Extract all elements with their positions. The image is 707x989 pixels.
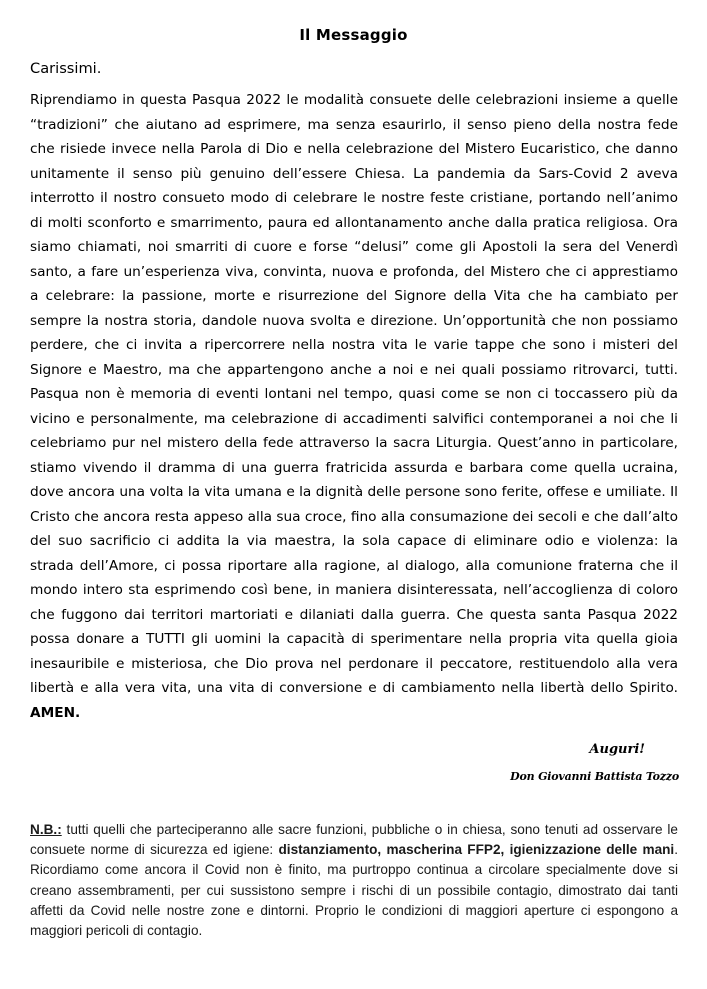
note-text-1: tutti quelli che parteciperanno alle sacre funzioni, pubbliche o in chiesa, sono tenuti ad osservare le consuete norme di sicurezza ed igiene: [30, 822, 678, 858]
message-body [30, 88, 678, 725]
amen-text: AMEN. [30, 704, 81, 721]
note-text-2: . Ricordiamo come ancora il Covid non è finito, ma purtroppo continua a circolare specialmente dove si creano assembramenti, per cui sussistono sempre i rischi di un possibile contagio, dimostrato dai tanti affetti da Covid nelle nostre zone e dintorni. Proprio le condizioni di maggiori aperture ci espongono a maggiori pericoli di contagio. [30, 842, 678, 939]
note-emphasis: distanziamento, mascherina FFP2, igienizzazione delle mani [278, 842, 675, 858]
page-title: Il Messaggio [299, 26, 408, 44]
note-block [30, 820, 678, 941]
message-text: Riprendiamo in questa Pasqua 2022 le modalità consuete delle celebrazioni insieme a quelle “tradizioni” che aiutano ad esprimere, ma senza esaurirlo, il senso pieno della nostra fede che risiede invece nella Parola di Dio e nella celebrazione del Mistero Eucaristico, che danno unitamente il senso più genuino dell’essere Chiesa. La pandemia da Sars-Covid 2 aveva interrotto il nostro consueto modo di celebrare le nostre feste cristiane, portando nell’animo di molti sconforto e smarrimento, paura ed allontanamento anche dalla pratica religiosa. Ora siamo chiamati, noi smarriti di cuore e forse “delusi” come gli Apostoli la sera del Venerdì santo, a fare un’esperienza viva, convinta, nuova e profonda, del Mistero che ci apprestiamo a celebrare: la passione, morte e risurrezione del Signore della Vita che ha cambiato per sempre la nostra storia, dandole nuova svolta e direzione. Un’opportunità che non possiamo perdere, che ci invita a ripercorrere nella nostra vita le varie tappe che sono i misteri del Signore e Maestro, ma che appartengono anche a noi e nei quali possiamo ritrovarci, tutti. Pasqua non è memoria di eventi lontani nel tempo, quasi come se non ci toccassero più da vicino e personalmente, ma celebrazione di accadimenti salvifici contemporanei a noi che li celebriamo pur nel mistero della fede attraverso la sacra Liturgia. Quest’anno in particolare, stiamo vivendo il dramma di una guerra fratricida assurda e barbara come quella ucraina, dove ancora una volta la vita umana e la dignità delle persone sono ferite, offese e umiliate. Il Cristo che ancora resta appeso alla sua croce, fino alla consumazione dei secoli e che dall’alto del suo sacrificio ci addita la via maestra, la sola capace di eliminare odio e violenza: la strada dell’Amore, ci possa riportare alla ragione, al dialogo, alla comunione fraterna che il mondo intero sta esprimendo così bene, in maniera disinteressata, nell’accoglienza di coloro che fuggono dai territori martoriati e dilaniati dalla guerra. Che questa santa Pasqua 2022 possa donare a TUTTI gli uomini la capacità di sperimentare nella propria vita quella gioia inesauribile e misteriosa, che Dio prova nel perdonare il peccatore, restituendolo alla vera libertà e alla vera vita, una vita di conversione e di cambiamento nella libertà dello Spirito. [30, 92, 678, 696]
greeting: Carissimi. [30, 60, 102, 77]
signoff: Auguri! [589, 742, 645, 757]
note-label: N.B.: [30, 822, 62, 837]
signature: Don Giovanni Battista Tozzo [510, 770, 679, 783]
